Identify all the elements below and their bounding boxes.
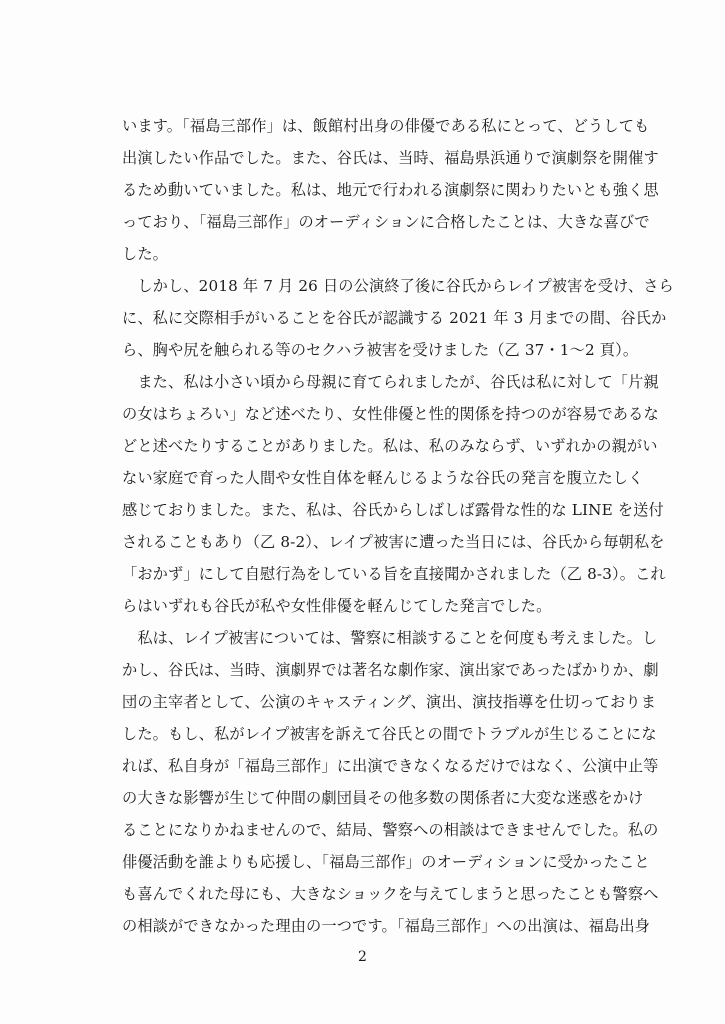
text-line: に、私に交際相手がいることを谷氏が認識する 2021 年 3 月までの間、谷氏か — [122, 309, 667, 327]
text-line: の女はちょろい」など述べたり、女性俳優と性的関係を持つのが容易であるな — [122, 405, 659, 423]
text-line: されることもあり（乙 8-2）、レイプ被害に遭った当日には、谷氏から毎朝私を — [122, 533, 665, 551]
text-line: ら、胸や尻を触られる等のセクハラ被害を受けました（乙 37・1〜2 頁）。 — [122, 341, 639, 359]
text-line: ない家庭で育った人間や女性自体を軽んじるような谷氏の発言を腹立たしく — [122, 469, 644, 487]
text-line: した。もし、私がレイプ被害を訴えて谷氏との間でトラブルが生じることにな — [122, 725, 657, 743]
text-line: 感じておりました。また、私は、谷氏からしばしば露骨な性的な LINE を送付 — [122, 501, 664, 519]
text-line: れば、私自身が「福島三部作」に出演できなくなるだけではなく、公演中止等 — [122, 757, 659, 775]
page-number: 2 — [358, 949, 367, 965]
text-line: かし、谷氏は、当時、演劇界では著名な劇作家、演出家であったばかりか、劇 — [122, 661, 659, 679]
text-line: います。「福島三部作」は、飯館村出身の俳優である私にとって、どうしても — [122, 117, 650, 135]
text-line: 私は、レイプ被害については、警察に相談することを何度も考えました。し — [122, 629, 658, 647]
text-line: 「おかず」にして自慰行為をしている旨を直接聞かされました（乙 8-3）。これ — [122, 565, 666, 583]
text-line: また、私は小さい頃から母親に育てられましたが、谷氏は私に対して「片親 — [122, 373, 659, 391]
text-line: ることになりかねませんので、結局、警察への相談はできませんでした。私の — [122, 821, 659, 839]
text-line: の大きな影響が生じて仲間の劇団員その他多数の関係者に大変な迷惑をかけ — [122, 789, 644, 807]
body-text — [122, 110, 674, 942]
text-line: しかし、2018 年 7 月 26 日の公演終了後に谷氏からレイプ被害を受け、さら — [122, 277, 674, 295]
text-line: らはいずれも谷氏が私や女性俳優を軽んじてした発言でした。 — [122, 597, 552, 615]
text-line: 出演したい作品でした。また、谷氏は、当時、福島県浜通りで演劇祭を開催す — [122, 149, 659, 167]
text-line: した。 — [122, 245, 169, 263]
text-line: どと述べたりすることがありました。私は、私のみならず、いずれかの親がい — [122, 437, 658, 455]
text-line: の相談ができなかった理由の一つです。「福島三部作」への出演は、福島出身 — [122, 917, 650, 935]
text-line: っており、「福島三部作」のオーディションに合格したことは、大きな喜びで — [122, 213, 650, 231]
text-line: も喜んでくれた母にも、大きなショックを与えてしまうと思ったことも警察へ — [122, 885, 659, 903]
text-line: るため動いていました。私は、地元で行われる演劇祭に関わりたいとも強く思 — [122, 181, 659, 199]
text-line: 俳優活動を誰よりも応援し、「福島三部作」のオーディションに受かったこと — [122, 853, 650, 871]
text-line: 団の主宰者として、公演のキャスティング、演出、演技指導を仕切っておりま — [122, 693, 657, 711]
